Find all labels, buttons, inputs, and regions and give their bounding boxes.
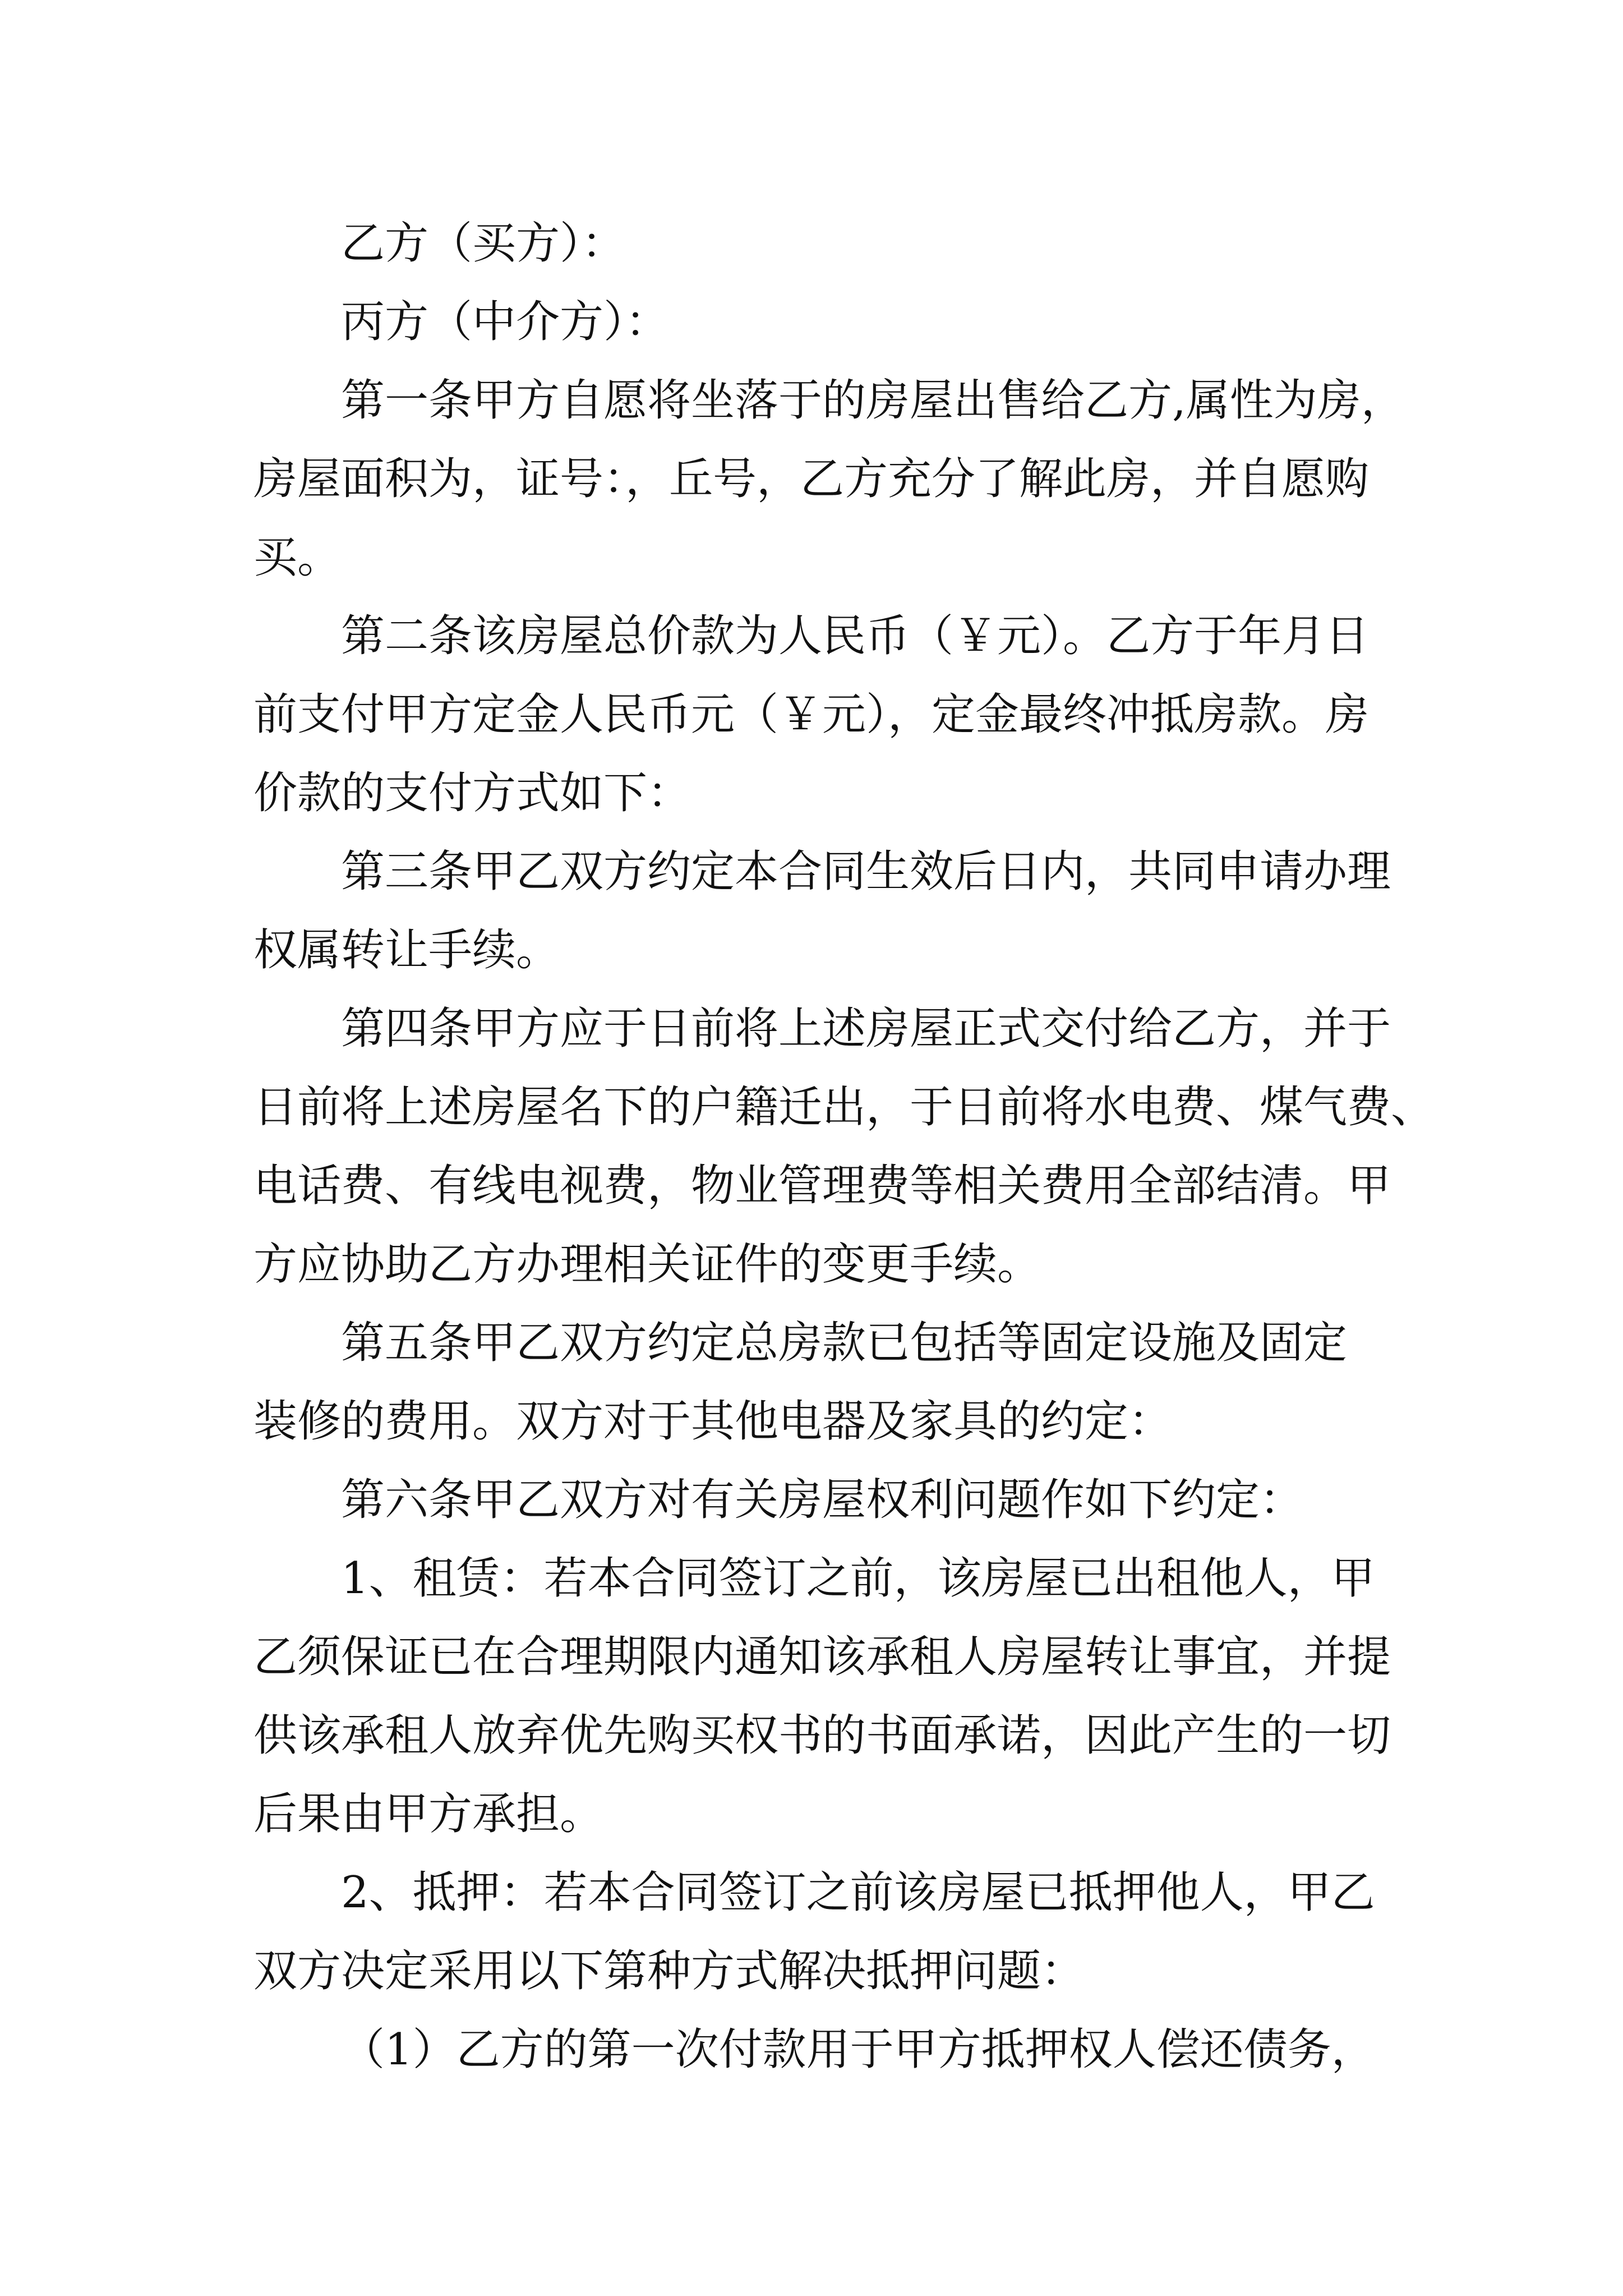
text-line: 房屋面积为，证号：，丘号，乙方充分了解此房，并自愿购 — [253, 454, 1370, 504]
buyer-party-line — [253, 204, 1543, 283]
text-line: 双方决定采用以下第种方式解决抵押问题： — [253, 1946, 1085, 1996]
text-line: 第六条甲乙双方对有关房屋权利问题作如下约定： — [341, 1475, 1304, 1525]
text-line: 2、抵押：若本合同签订之前该房屋已抵押他人，甲乙 — [341, 1867, 1375, 1918]
text-line: 第四条甲方应于日前将上述房屋正式交付给乙方，并于 — [341, 1004, 1391, 1054]
item-2-mortgage-paragraph — [253, 1853, 1543, 2010]
text-line: 第五条甲乙双方约定总房款已包括等固定设施及固定 — [341, 1318, 1348, 1368]
text-line: 前支付甲方定金人民币元（￥元），定金最终冲抵房款。房 — [253, 689, 1370, 740]
text-line: 第二条该房屋总价款为人民币（￥元）。乙方于年月日 — [341, 611, 1370, 661]
article-4-paragraph — [253, 990, 1543, 1304]
intermediary-party-line — [253, 283, 1543, 361]
text-line: 方应协助乙方办理相关证件的变更手续。 — [253, 1239, 1041, 1290]
article-5-paragraph — [253, 1304, 1543, 1461]
sub-item-1-paragraph — [253, 2010, 1543, 2089]
text-line: 后果由甲方承担。 — [253, 1789, 604, 1839]
text-line: 第三条甲乙双方约定本合同生效后日内，共同申请办理 — [341, 846, 1391, 897]
text-line: 乙方（买方）： — [341, 218, 626, 269]
article-2-paragraph — [253, 597, 1543, 832]
text-line: （1）乙方的第一次付款用于甲方抵押权人偿还债务， — [341, 2024, 1375, 2075]
text-line: 买。 — [253, 532, 342, 583]
article-6-paragraph — [253, 1461, 1543, 1539]
item-1-lease-paragraph — [253, 1539, 1543, 1853]
text-line: 丙方（中介方）： — [341, 297, 670, 347]
text-line: 装修的费用。双方对于其他电器及家具的约定： — [253, 1396, 1173, 1447]
text-line: 乙须保证已在合理期限内通知该承租人房屋转让事宜，并提 — [253, 1632, 1391, 1682]
text-line: 价款的支付方式如下： — [253, 768, 691, 818]
text-line: 第一条甲方自愿将坐落于的房屋出售给乙方,属性为房， — [341, 375, 1405, 426]
text-line: 1、租赁：若本合同签订之前，该房屋已出租他人，甲 — [341, 1553, 1375, 1604]
article-1-paragraph — [253, 361, 1543, 597]
text-line: 电话费、有线电视费，物业管理费等相关费用全部结清。甲 — [253, 1161, 1391, 1211]
text-line: 供该承租人放弃优先购买权书的书面承诺，因此产生的一切 — [253, 1710, 1391, 1761]
text-line: 权属转让手续。 — [253, 925, 560, 976]
article-3-paragraph — [253, 832, 1543, 990]
text-line: 日前将上述房屋名下的户籍迁出，于日前将水电费、煤气费、 — [253, 1082, 1435, 1133]
contract-body — [253, 204, 1543, 2089]
